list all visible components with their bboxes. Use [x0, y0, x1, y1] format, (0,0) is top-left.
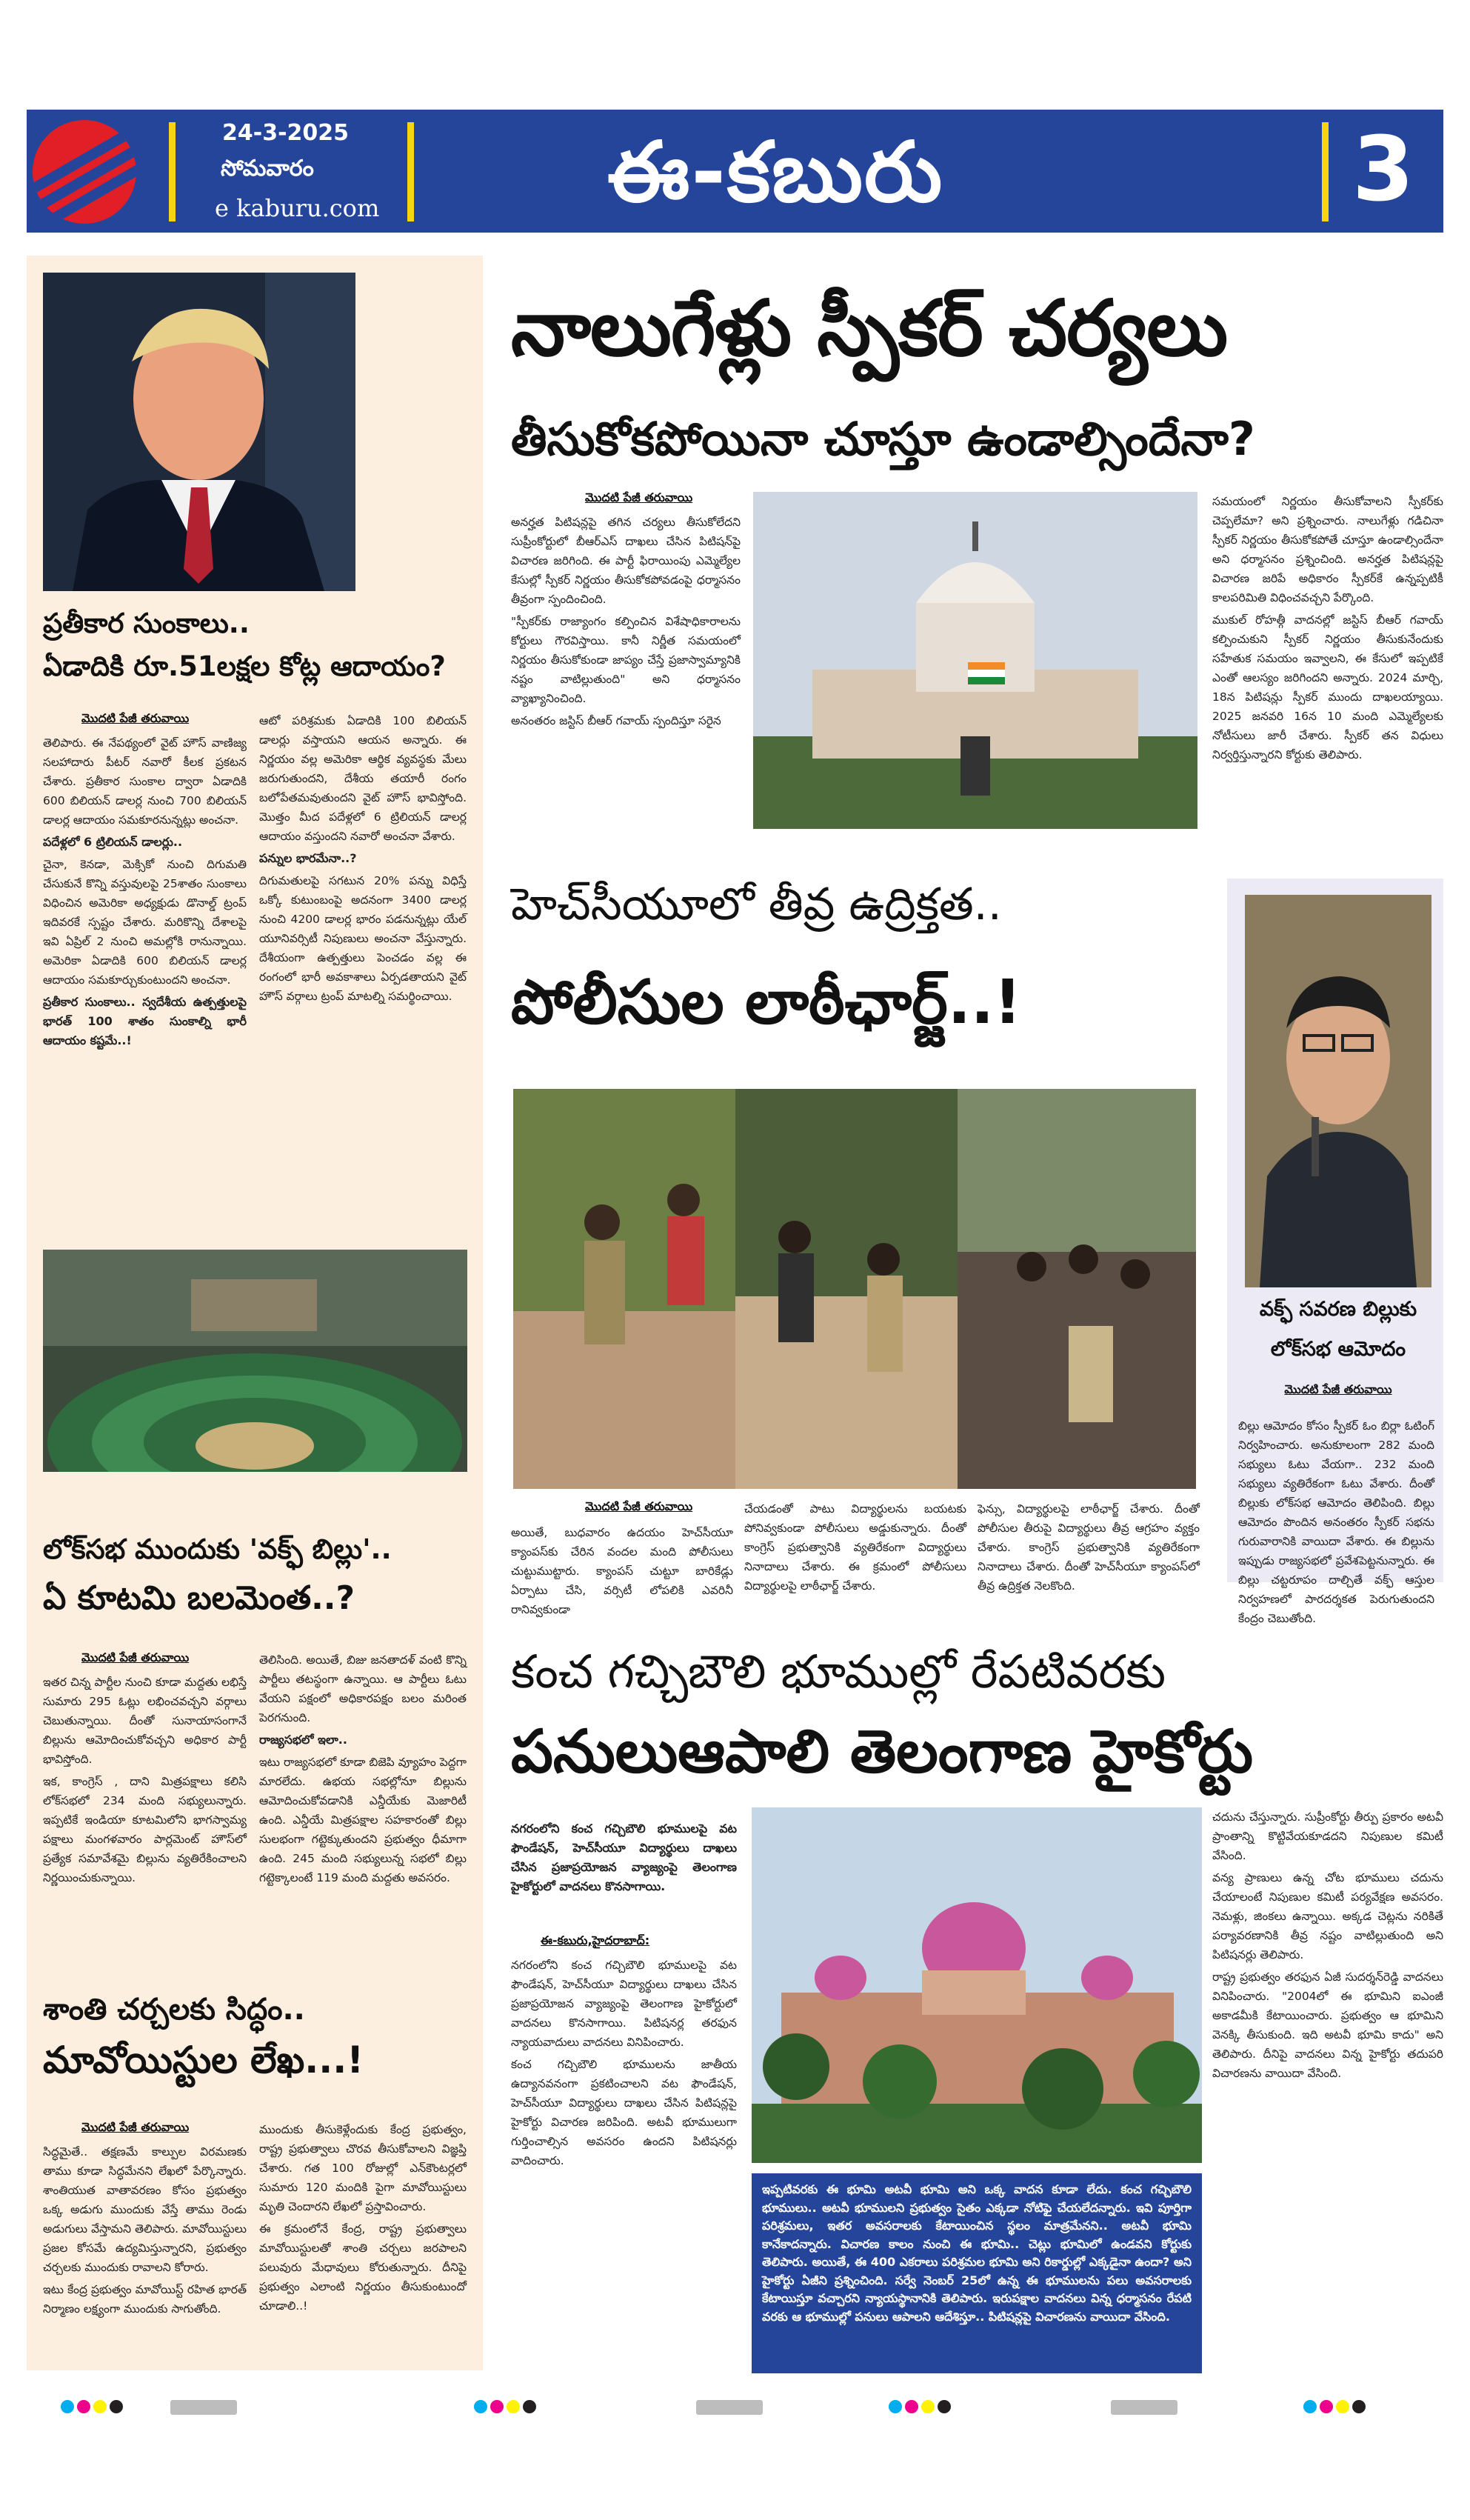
- protest-photo: [958, 1089, 1196, 1489]
- story-body: [978, 1499, 1200, 1599]
- paragraph: చదును చేస్తున్నారు. సుప్రీంకోర్టు తీర్పు ప్రకారం అటవీ ప్రాంతాన్ని కొట్టివేయకూడదని నిపుణుల కమిటీ వేసింది.: [1212, 1810, 1443, 1862]
- header-divider: [169, 122, 176, 221]
- paragraph: ముకుల్ రోహత్గీ వాదనల్లో జస్టిస్ బీఆర్ గవాయ్ కల్పించుకుని స్పీకర్ నిర్ణయం తీసుకునేందుకు సహేతుక సమయం ఇవ్వాలని, ఈ కేసులో ఇప్పటికే ఎంతో ఆలస్యం జరిగిందని అన్నారు. 2024 మార్చి, 18న పిటిషన్లు స్పీకర్ ముందు దాఖలయ్యాయి. 2025 జనవరి 16న 10 మంది ఎమ్మెల్యేలకు నోటీసులు జారీ చేశారు. స్పీకర్ తన విధులు నిర్వర్తిస్తున్నారని కోర్టుకు తెలిపారు.: [1212, 613, 1443, 761]
- registration-dot: [110, 2400, 123, 2413]
- paragraph: చేయడంతో పాటు విద్యార్థులను బయటకు పోనివ్వకుండా పోలీసులు అడ్డుకున్నారు. దీంతో కాంగ్రెస్ ప్రభుత్వానికి వ్యతిరేకంగా విద్యార్థులు నినాదాలు చేశారు. ఈ క్రమంలో పోలీసులు విద్యార్థులపై లాఠీఛార్జ్ చేశారు.: [744, 1502, 966, 1593]
- paragraph: సిద్ధమైతే.. తక్షణమే కాల్పుల విరమణకు తాము కూడా సిద్ధమేనని లేఖలో పేర్కొన్నారు. శాంతియుత వాతావరణం కోసం ప్రభుత్వం ఒక్క అడుగు ముందుకు వేస్తే తాము రెండు అడుగులు వేస్తామని తెలిపారు. మావోయిస్టులు ప్రజల కోసమే ఉద్యమిస్తున్నారని, ప్రభుత్వం చర్చలకు ముందుకు రావాలని కోరారు.: [43, 2145, 247, 2274]
- story-body: [259, 1650, 467, 1890]
- story-headline: శాంతి చర్చలకు సిద్ధం..: [43, 1993, 305, 2027]
- photo-caption: వక్ఫ్ సవరణ బిల్లుకు: [1259, 1298, 1417, 1321]
- story-body: [511, 1523, 733, 1622]
- newspaper-logo-icon: [33, 120, 136, 224]
- highlight-box: [752, 2173, 1202, 2373]
- paragraph: నగరంలోని కంచ గచ్చిబౌలి భూములపై వట ఫౌండేషన్, హెచ్‌సీయూ విద్యార్థులు దాఖలు చేసిన ప్రజాప్రయోజన వ్యాజ్యంపై తెలంగాణ హైకోర్టులో వాదనలు కొనసాగాయి. పిటిషనర్ల తరఫున న్యాయవాదులు వాదనలు వినిపించారు.: [511, 1959, 737, 2049]
- protest-photo: [513, 1089, 737, 1489]
- paragraph: ముందుకు తీసుకెళ్లేందుకు కేంద్ర ప్రభుత్వం, రాష్ట్ర ప్రభుత్వాలు చొరవ తీసుకోవాలని విజ్ఞప్తి చేశారు. గత 100 రోజుల్లో ఎన్‌కౌంటర్లలో సుమారు 120 మందికి పైగా మావోయిస్టులు మృతి చెందారని లేఖలో ప్రస్తావించారు.: [259, 2123, 467, 2213]
- paragraph: దిగుమతులపై సగటున 20% పన్ను విధిస్తే ఒక్కో కుటుంబంపై అదనంగా 3400 డాలర్ల నుంచి 4200 డాలర్ల భారం పడనున్నట్లు యేల్ యూనివర్సిటీ నిపుణులు అంచనా వేస్తున్నారు. దేశీయంగా ఉత్పత్తులు పెంచడం వల్ల ఈ రంగంలో భారీ అవకాశాలు ఏర్పడతాయని వైట్ హౌస్ వర్గాలు ట్రంప్ మాటల్ని సమర్థించాయి.: [259, 874, 467, 1003]
- parliament-photo: [43, 1250, 467, 1472]
- highlight-text: ఇప్పటివరకు ఈ భూమి అటవీ భూమి అని ఒక్క వాదన కూడా లేదు. కంచ గచ్చిబౌలి భూములు.. అటవీ భూములని ప్రభుత్వం సైతం ఎక్కడా నోటిఫై చేయలేదన్నారు. ఇవి పూర్తిగా పరిశ్రమలు, ఇతర అవసరాలకు కేటాయించిన స్థలం మాత్రమేనని.. అటవీ భూమి కానేకాదన్నారు. విచారణ కాలం నుంచి ఈ భూమి.. చెట్లు భూమిలో ఉండవని కోర్టుకు తెలిపారు. అయితే, ఈ 400 ఎకరాలు పరిశ్రమల భూమి అని రికార్డుల్లో ఎక్కడైనా ఉందా? అని హైకోర్టు ఏజీని ప్రశ్నించింది. సర్వే నెంబర్ 25లో ఉన్న ఈ భూములను పలు అవసరాలకు కేటాయిస్తూ వచ్చారని న్యాయస్థానానికి తెలిపారు. ఇరుపక్షాల వాదనలు విన్న ధర్మాసనం రేపటి వరకు ఆ భూముల్లో పనులు ఆపాలని ఆదేశిస్తూ.. పిటిషన్లపై విచారణను వాయిదా వేసింది.: [762, 2182, 1192, 2324]
- subheading: పన్నుల భారమేనా..?: [259, 851, 357, 865]
- minister-photo: [1245, 895, 1431, 1287]
- registration-dot: [507, 2400, 520, 2413]
- registration-bar: [696, 2400, 763, 2415]
- paragraph: రాష్ట్ర ప్రభుత్వం తరఫున ఏజీ సుదర్శన్‌రెడ్డి వాదనలు వినిపించారు. "2004లో ఈ భూమిని ఐఎంజీ అకాడమీకి కేటాయించారు. ప్రభుత్వం ఆ భూమిని వెనక్కి తీసుకుంది. ఇది అటవీ భూమి కాదు" అని తెలిపారు. దీనిపై వాదనలు విన్న హైకోర్టు తదుపరి విచారణను వాయిదా వేసింది.: [1212, 1970, 1443, 2080]
- registration-dot: [938, 2400, 951, 2413]
- byline: ఈ-కబురు,హైదరాబాద్:: [541, 1933, 650, 1947]
- issue-weekday: సోమవారం: [221, 156, 314, 181]
- paragraph: అనర్హత పిటిషన్లపై తగిన చర్యలు తీసుకోలేదని సుప్రీంకోర్టులో బీఆర్ఎస్ దాఖలు చేసిన పిటిషన్‌పై విచారణ జరిగింది. ఈ పార్టీ ఫిరాయింపు ఎమ్మెల్యేల కేసుల్లో స్పీకర్ నిర్ణయం తీసుకోకపోవడంపై ధర్మాసనం తీవ్రంగా స్పందించింది.: [511, 516, 741, 606]
- story-headline: హెచ్‌సీయూలో తీవ్ర ఉద్రిక్తత..: [511, 879, 1002, 930]
- story-headline: ఏడాదికి రూ.51లక్షల కోట్ల ఆదాయం?: [43, 650, 446, 682]
- subheading: పదేళ్లలో 6 ట్రిలియన్ డాలర్లు..: [43, 835, 183, 849]
- photo-caption: లోక్‌సభ ఆమోదం: [1270, 1338, 1406, 1361]
- story-body: [511, 1956, 737, 2173]
- paragraph: అయితే, బుధవారం ఉదయం హెచ్‌సీయూ క్యాంపస్‌కు చేరిన వందల మంది పోలీసులు చుట్టుముట్టారు. క్యాంపస్ చుట్టూ బారికేడ్లు ఏర్పాటు చేసి, వర్సిటీ లోపలికి ఎవరినీ రానివ్వకుండా: [511, 1526, 733, 1616]
- byline: మొదటి పేజీ తరువాయి: [585, 490, 693, 504]
- story-headline: మావోయిస్టుల లేఖ...!: [43, 2039, 364, 2081]
- story-body: [43, 733, 247, 1053]
- story-body: [1212, 1807, 1443, 2086]
- registration-dot: [61, 2400, 74, 2413]
- newspaper-brand: ఈ-కబురు: [607, 124, 944, 221]
- story-headline: కంచ గచ్చిబౌలి భూముల్లో రేపటివరకు: [511, 1644, 1166, 1699]
- site-url: e kaburu.com: [215, 194, 380, 222]
- byline: మొదటి పేజీ తరువాయి: [1284, 1382, 1392, 1396]
- story-headline: లోక్‌సభ ముందుకు 'వక్ఫ్ బిల్లు'..: [43, 1533, 392, 1565]
- supreme-court-photo: [753, 492, 1197, 829]
- paragraph: సమయంలో నిర్ణయం తీసుకోవాలని స్పీకర్‌కు చెప్పలేమా? అని ప్రశ్నించారు. నాలుగేళ్లు గడిచినా స్పీకర్ నిర్ణయం తీసుకోకపోతే చూస్తూ ఉండాల్సిందేనా అని ధర్మాసనం ప్రశ్నించింది. అనర్హత పిటిషన్లపై విచారణ జరిపే అధికారం స్పీకర్‌కే ఉన్నప్పటికీ కాలపరిమితి విధించవచ్చని పేర్కొంది.: [1212, 495, 1443, 604]
- paragraph: వన్య ప్రాణులు ఉన్న చోట భూములు చదును చేయాలంటే నిపుణుల కమిటీ పర్యవేక్షణ అవసరం. నెమళ్లు, జింకలు ఉన్నాయి. అక్కడ చెట్లను నరికితే పర్యావరణానికి తీవ్ర నష్టం వాటిల్లుతుంది అని పిటిషనర్లు తెలిపారు.: [1212, 1871, 1443, 1961]
- header-divider: [1322, 122, 1329, 221]
- protest-photo: [735, 1089, 959, 1489]
- story-body: [1212, 492, 1443, 767]
- trump-photo: [43, 273, 355, 591]
- issue-date: 24-3-2025: [222, 120, 350, 146]
- paragraph: "స్పీకర్‌కు రాజ్యాంగం కల్పించిన విశేషాధికారాలను కోర్టులు గౌరవిస్తాయి. కానీ నిర్ణీత సమయంలో నిర్ణయం తీసుకోకుండా జాప్యం చేస్తే ప్రజాస్వామ్యానికి నష్టం వాటిల్లుతుంది" అని ధర్మాసనం వ్యాఖ్యానించింది.: [511, 615, 741, 705]
- registration-dot: [1336, 2400, 1349, 2413]
- lead-paragraph: నగరంలోని కంచ గచ్చిబౌలి భూములపై వట ఫౌండేషన్, హెచ్‌సీయూ విద్యార్థులు దాఖలు చేసిన ప్రజాప్రయోజన వ్యాజ్యంపై తెలంగాణ హైకోర్టులో వాదనలు కొనసాగాయి.: [511, 1821, 737, 1893]
- paragraph: బిల్లు ఆమోదం కోసం స్పీకర్ ఓం బిర్లా ఓటింగ్ నిర్వహించారు. అనుకూలంగా 282 మంది సభ్యులు ఓటు వేయగా.. 232 మంది సభ్యులు వ్యతిరేకంగా ఓటు వేశారు. దీంతో బిల్లుకు లోక్‌సభ ఆమోదం తెలిపింది. బిల్లు ఆమోదం పొందిన అనంతరం స్పీకర్ సభను గురువారానికి వాయిదా వేశారు. ఈ బిల్లును ఇప్పుడు రాజ్యసభలో ప్రవేశపెట్టనున్నారు. ఈ బిల్లు చట్టరూపం దాల్చితే వక్ఫ్ ఆస్తుల నిర్వహణలో పారదర్శకత పెరుగుతుందని కేంద్రం చెబుతోంది.: [1238, 1419, 1434, 1625]
- story-headline: పోలీసుల లాఠీఛార్జ్..!: [511, 967, 1022, 1038]
- paragraph: ఇటు రాజ్యసభలో కూడా బిజెపి వ్యూహం పెద్దగా మారలేదు. ఉభయ సభల్లోనూ బిల్లును ఆమోదించుకోవడానికి ఎన్డీయేకు మెజారిటీ ఉంది. ఎన్డీయే మిత్రపక్షాల సహకారంతో బిల్లు సులభంగా గట్టెక్కుతుందని ప్రభుత్వం ధీమాగా ఉంది. 245 మంది సభ్యులున్న సభలో బిల్లు గట్టెక్కాలంటే 119 మంది మద్దతు అవసరం.: [259, 1756, 467, 1884]
- story-body: [744, 1499, 966, 1599]
- registration-dot: [889, 2400, 902, 2413]
- story-body: [1238, 1416, 1434, 1631]
- paragraph: ఆటో పరిశ్రమకు ఏడాదికి 100 బిలియన్ డాలర్లు వస్తాయని ఆయన అన్నారు. ఈ నిర్ణయం వల్ల అమెరికా ఆర్థిక వ్యవస్థకు మేలు జరుగుతుందని, దేశీయ తయారీ రంగం బలోపేతమవుతుందని వైట్ హౌస్ భావిస్తోంది. మొత్తం మీద పదేళ్లలో 6 ట్రిలియన్ డాలర్ల ఆదాయం వస్తుందని నవారో అంచనా వేశారు.: [259, 714, 467, 843]
- paragraph: చైనా, కెనడా, మెక్సికో నుంచి దిగుమతి చేసుకునే కొన్ని వస్తువులపై 25శాతం సుంకాలు విధించిన అమెరికా అధ్యక్షుడు డొనాల్డ్ ట్రంప్ ఇదివరకే స్పష్టం చేశారు. మరికొన్ని దేశాలపై ఇవి ఏప్రిల్ 2 నుంచి అమల్లోకి రానున్నాయి. అమెరికా ఏడాదికి 600 బిలియన్ డాలర్ల ఆదాయం సమకూర్చుకుంటుందని అంచనా.: [43, 858, 247, 987]
- paragraph: ఈ క్రమంలోనే కేంద్ర, రాష్ట్ర ప్రభుత్వాలు మావోయిస్టులతో శాంతి చర్చలు జరపాలని పలువురు మేధావులు కోరుతున్నారు. దీనిపై ప్రభుత్వం ఎలాంటి నిర్ణయం తీసుకుంటుందో చూడాలి..!: [259, 2222, 467, 2313]
- byline: మొదటి పేజీ తరువాయి: [81, 1650, 190, 1664]
- paragraph: కంచ గచ్చిబౌలి భూములను జాతీయ ఉద్యానవనంగా ప్రకటించాలని వట ఫౌండేషన్, హెచ్‌సీయూ విద్యార్థులు దాఖలు చేసిన పిటిషన్లపై హైకోర్టు విచారణ జరిపింది. అటవీ భూములుగా గుర్తించాల్సిన అవసరం ఉందని పిటిషనర్లు వాదించారు.: [511, 2058, 737, 2167]
- registration-dot: [490, 2400, 504, 2413]
- story-headline: ప్రతీకార సుంకాలు..: [43, 607, 250, 639]
- paragraph: ఇక, కాంగ్రెస్ , దాని మిత్రపక్షాలు కలిసి లోక్‌సభలో 234 మంది సభ్యులున్నారు. ఇప్పటికే ఇండియా కూటమిలోని భాగస్వామ్య పక్షాలు మంగళవారం పార్లమెంట్ హౌస్‌లో ప్రత్యేక సమావేశమై బిల్లును వ్యతిరేకించాలని నిర్ణయించుకున్నాయి.: [43, 1775, 247, 1884]
- registration-dot: [77, 2400, 90, 2413]
- story-body: [511, 513, 741, 733]
- story-body: [259, 2120, 467, 2319]
- story-body: [259, 711, 467, 1009]
- high-court-photo: [752, 1807, 1202, 2163]
- page-number: 3: [1352, 119, 1414, 221]
- story-body: [43, 1673, 247, 1890]
- registration-dot: [905, 2400, 918, 2413]
- byline: మొదటి పేజీ తరువాయి: [81, 711, 190, 725]
- paragraph: తెలిసింది. అయితే, బిజు జనతాదళ్ వంటి కొన్ని పార్టీలు తటస్థంగా ఉన్నాయి. ఆ పార్టీలు ఓటు వేయని పక్షంలో అధికారపక్షం బలం మరింత పెరగనుంది.: [259, 1653, 467, 1724]
- header-divider: [407, 122, 414, 221]
- byline: మొదటి పేజీ తరువాయి: [81, 2120, 190, 2134]
- paragraph: ఇటు కేంద్ర ప్రభుత్వం మావోయిస్ట్ రహిత భారత్ నిర్మాణం లక్ష్యంగా ముందుకు సాగుతోంది.: [43, 2283, 247, 2316]
- lead-subheadline: తీసుకోకపోయినా చూస్తూ ఉండాల్సిందేనా?: [511, 412, 1255, 466]
- story-body: [43, 2142, 247, 2321]
- story-headline: ఏ కూటమి బలమెంత..?: [43, 1579, 355, 1617]
- byline: మొదటి పేజీ తరువాయి: [585, 1499, 693, 1513]
- registration-dot: [93, 2400, 107, 2413]
- paragraph: తెలిపారు. ఈ నేపథ్యంలో వైట్ హౌస్ వాణిజ్య సలహాదారు పీటర్ నవారో కీలక ప్రకటన చేశారు. ప్రతీకార సుంకాల ద్వారా ఏడాదికి 600 బిలియన్ డాలర్ల నుంచి 700 బిలియన్ డాలర్ల ఆదాయం సమకూరనున్నట్లు అంచనా.: [43, 736, 247, 827]
- registration-dot: [1320, 2400, 1333, 2413]
- subheading: రాజ్యసభలో ఇలా..: [259, 1733, 347, 1747]
- registration-dot: [1352, 2400, 1366, 2413]
- paragraph: ఇతర చిన్న పార్టీల నుంచి కూడా మద్దతు లభిస్తే సుమారు 295 ఓట్లు లభించవచ్చని వర్గాలు చెబుతున్నాయి. దీంతో సునాయాసంగానే బిల్లును ఆమోదించుకోవచ్చని అధికార పార్టీ భావిస్తోంది.: [43, 1676, 247, 1766]
- registration-dot: [1303, 2400, 1317, 2413]
- paragraph: ఫెన్సు, విద్యార్థులపై లాఠీఛార్జ్ చేశారు. దీంతో పోలీసుల తీరుపై విద్యార్థులు తీవ్ర ఆగ్రహం వ్యక్తం చేశారు. కాంగ్రెస్ ప్రభుత్వానికి వ్యతిరేకంగా నినాదాలు చేశారు. దీంతో హెచ్‌సీయూ క్యాంపస్‌లో తీవ్ర ఉద్రిక్తత నెలకొంది.: [978, 1502, 1200, 1593]
- registration-dot: [523, 2400, 536, 2413]
- registration-dot: [474, 2400, 487, 2413]
- registration-dot: [921, 2400, 935, 2413]
- registration-bar: [1111, 2400, 1177, 2415]
- story-headline: పనులుఆపాలి తెలంగాణ హైకోర్టు: [511, 1717, 1254, 1786]
- paragraph: అనంతరం జస్టిస్ బీఆర్ గవాయ్ స్పందిస్తూ సరైన: [511, 714, 721, 727]
- registration-bar: [170, 2400, 237, 2415]
- lead-headline: నాలుగేళ్లు స్పీకర్ చర్యలు: [511, 283, 1228, 373]
- subheading: ప్రతీకార సుంకాలు.. స్వదేశీయ ఉత్పత్తులపై భారత్ 100 శాతం సుంకాల్ని భారీ ఆదాయం కష్టమే..!: [43, 995, 247, 1047]
